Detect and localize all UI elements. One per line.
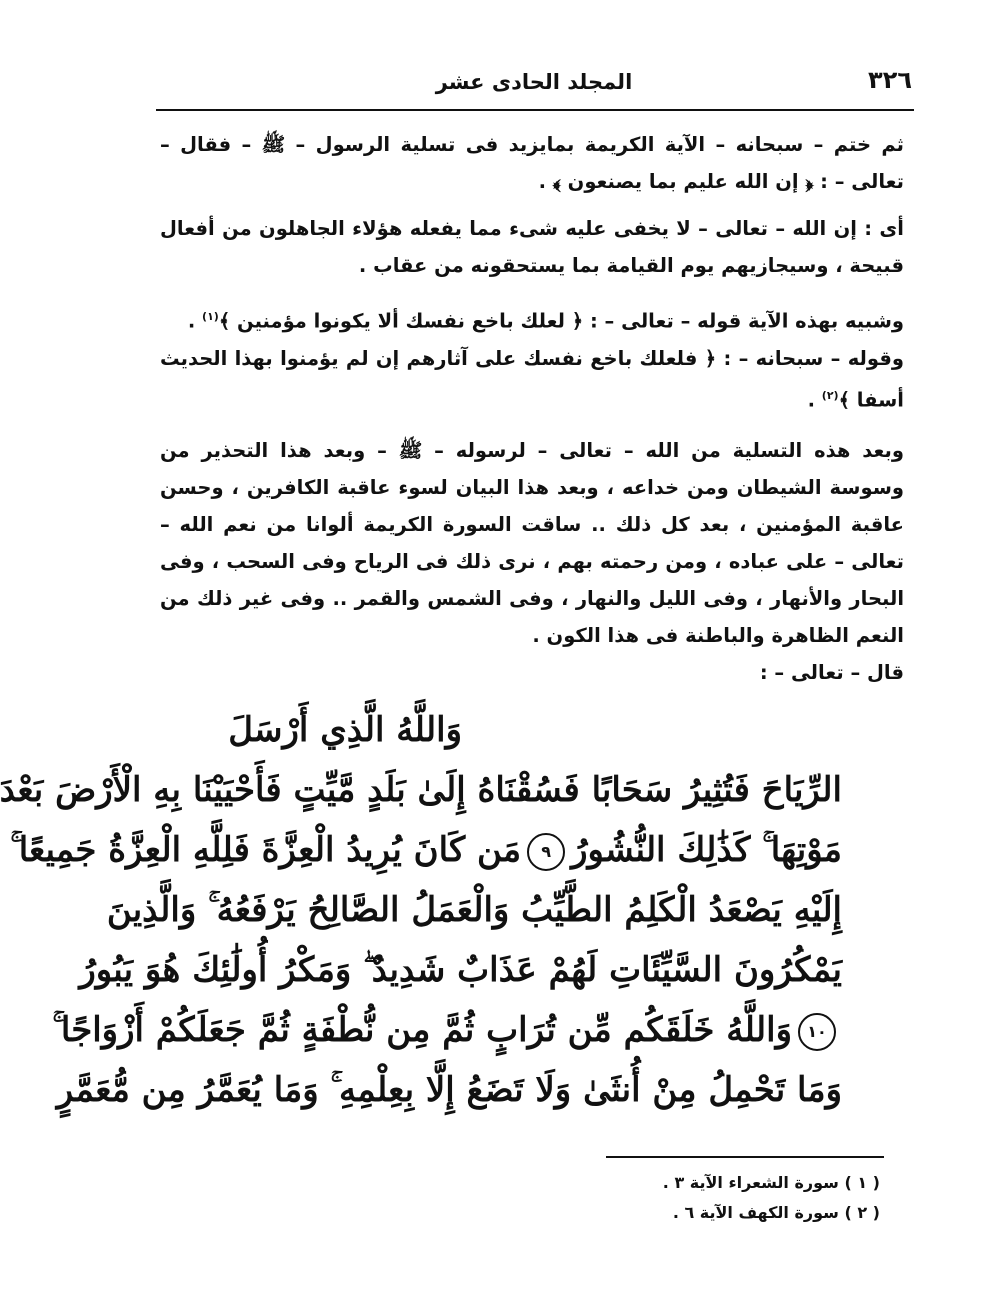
footnotes: [663, 1168, 880, 1228]
paragraph-4-end: .: [807, 388, 822, 411]
paragraph-3-text: وشبيه بهذه الآية قوله – تعالى – : ﴿ لعلك باخع نفسك ألا يكونوا مؤمنين ﴾: [218, 309, 904, 333]
volume-title: المجلد الحادى عشر: [435, 70, 633, 94]
quran-verses: [0, 700, 842, 1120]
verse-line-3-b: مَن كَانَ يُرِيدُ الْعِزَّةَ فَلِلَّهِ الْعِزَّةُ جَمِيعًا ۚ: [10, 830, 522, 870]
ayah-number-10: ١٠: [798, 1013, 836, 1051]
footnote-rule: [606, 1156, 884, 1158]
paragraph-4: [160, 340, 904, 419]
verse-line-2: الرِّيَاحَ فَتُثِيرُ سَحَابًا فَسُقْنَاهُ إِلَىٰ بَلَدٍ مَّيِّتٍ فَأَحْيَيْنَا بِهِ الْأَرْضَ بَعْدَ: [0, 770, 842, 810]
verse-line-3: [10, 820, 842, 880]
paragraph-1: ثم ختم – سبحانه – الآية الكريمة بمايزيد فى تسلية الرسول – ﷺ – فقال – تعالى – : ﴿ إن الله عليم بما يصنعون ﴾ .: [160, 133, 904, 193]
footnote-1: ( ١ ) سورة الشعراء الآية ٣ .: [662, 1173, 880, 1192]
footnote-ref-2: (٢): [821, 388, 839, 402]
footnote-2: ( ٢ ) سورة الكهف الآية ٦ .: [672, 1203, 880, 1222]
paragraph-3-end: .: [187, 309, 203, 333]
paragraph-2: أى : إن الله – تعالى – لا يخفى عليه شىء مما يفعله هؤلاء الجاهلون من أفعال قبيحة ، وسيجازيهم يوم القيامة بما يستحقونه من عقاب .: [160, 217, 904, 277]
verse-line-4: إِلَيْهِ يَصْعَدُ الْكَلِمُ الطَّيِّبُ وَالْعَمَلُ الصَّالِحُ يَرْفَعُهُ ۚ وَالَّذِينَ: [106, 890, 842, 930]
verse-line-6: [52, 1000, 842, 1060]
commentary-text: [160, 126, 904, 691]
paragraph-3: [160, 298, 904, 340]
header-rule: [156, 109, 914, 111]
verse-line-6-text: وَاللَّهُ خَلَقَكُم مِّن تُرَابٍ ثُمَّ مِن نُّطْفَةٍ ثُمَّ جَعَلَكُمْ أَزْوَاجًا ۚ: [52, 1010, 792, 1050]
verse-line-5: يَمْكُرُونَ السَّيِّئَاتِ لَهُمْ عَذَابٌ شَدِيدٌ ۖ وَمَكْرُ أُولَٰئِكَ هُوَ يَبُورُ: [79, 950, 842, 990]
paragraph-6: قال – تعالى – :: [759, 661, 904, 684]
paragraph-4-text: وقوله – سبحانه – : ﴿ فلعلك باخع نفسك على آثارهم إن لم يؤمنوا بهذا الحديث أسفا ﴾: [160, 346, 904, 411]
footnote-ref-1: (١): [202, 310, 219, 323]
verse-line-7: وَمَا تَحْمِلُ مِنْ أُنثَىٰ وَلَا تَضَعُ إِلَّا بِعِلْمِهِ ۚ وَمَا يُعَمَّرُ مِن مُّعَمَّرٍ: [56, 1070, 842, 1110]
verse-line-1: وَاللَّهُ الَّذِي أَرْسَلَ: [228, 710, 462, 750]
ayah-number-9: ٩: [527, 833, 565, 871]
page-number: ٣٢٦: [868, 66, 912, 94]
running-head: [156, 66, 912, 106]
paragraph-5: وبعد هذه التسلية من الله – تعالى – لرسوله – ﷺ – وبعد هذا التحذير من وسوسة الشيطان ومن خداعه ، وبعد هذا البيان لسوء عاقبة الكافرين ، وحسن عاقبة المؤمنين ، بعد كل ذلك .. ساقت السورة الكريمة ألوانا من نعم الله – تعالى – على عباده ، ومن رحمته بهم ، نرى ذلك فى الرياح وفى السحب ، وفى البحار والأنهار ، وفى الليل والنهار ، وفى الشمس والقمر .. وفى غير ذلك من النعم الظاهرة والباطنة فى هذا الكون .: [160, 439, 904, 647]
verse-line-3-a: مَوْتِهَا ۚ كَذَٰلِكَ النُّشُورُ: [571, 830, 842, 870]
